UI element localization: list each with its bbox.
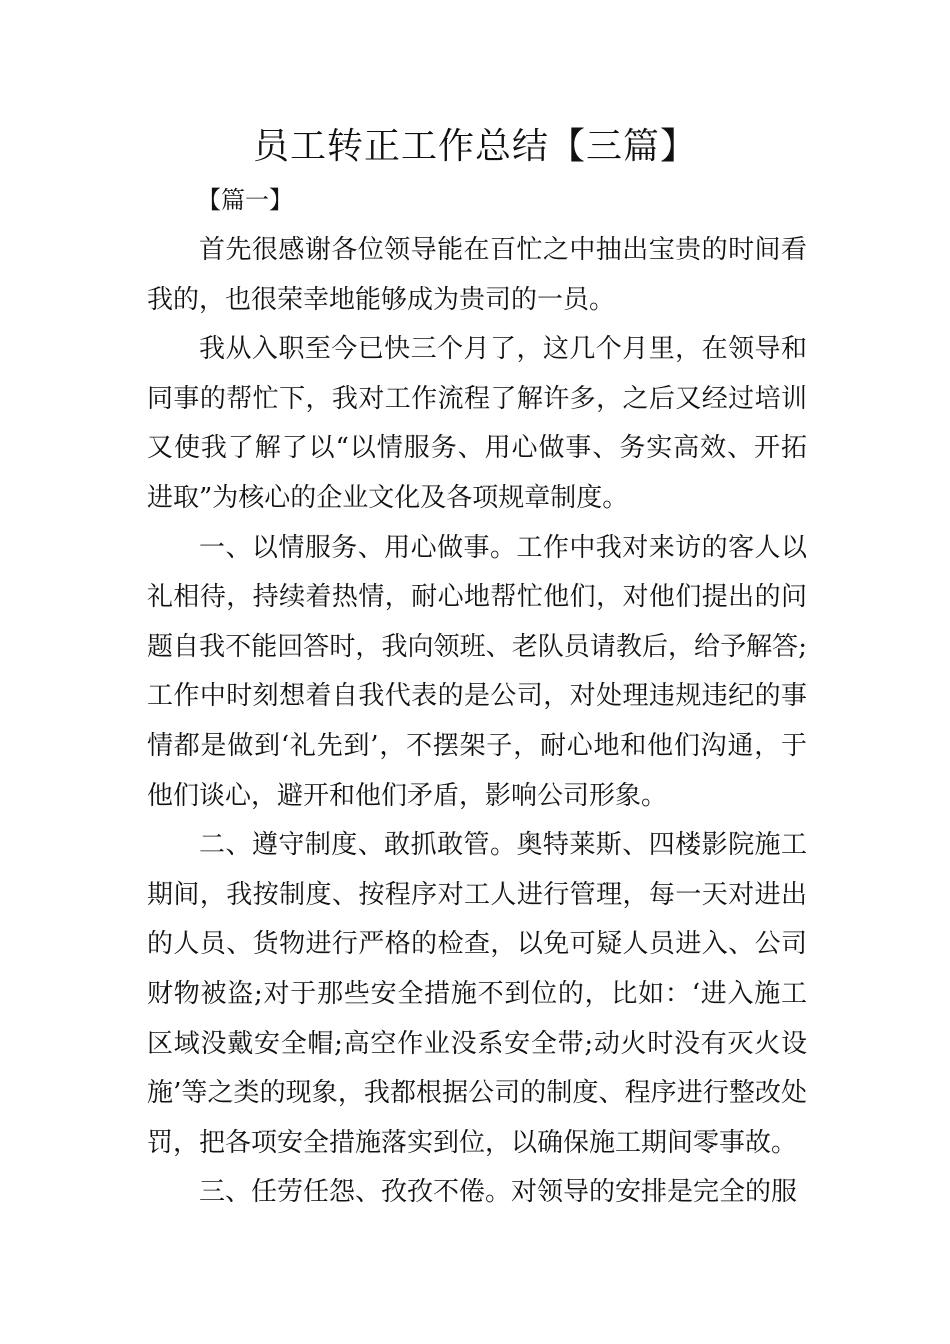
paragraph: 我从入职至今已快三个月了，这几个月里，在领导和同事的帮忙下，我对工作流程了解许多，之后又经过培训又使我了解了以“以情服务、用心做事、务实高效、开拓进取”为核心的企业文化及各项规章制度。	[147, 334, 807, 513]
section-label: 【篇一】	[197, 186, 293, 214]
document-title: 员工转正工作总结【三篇】	[252, 126, 697, 167]
paragraph: 首先很感谢各位领导能在百忙之中抽出宝贵的时间看我的，也很荣幸地能够成为贵司的一员。	[147, 235, 807, 315]
paragraph: 二、遵守制度、敢抓敢管。奥特莱斯、四楼影院施工期间，我按制度、按程序对工人进行管理，每一天对进出的人员、货物进行严格的检查，以免可疑人员进入、公司财物被盗;对于那些安全措施不到位的，比如：‘进入施工区域没戴安全帽;高空作业没系安全带;动火时没有灭火设施’等之类的现象，我都根据公司的制度、程序进行整改处罚，把各项安全措施落实到位，以确保施工期间零事故。	[147, 830, 807, 1158]
paragraph: 三、任劳任怨、孜孜不倦。对领导的安排是完全的服	[199, 1177, 798, 1208]
document-body	[147, 226, 807, 1218]
paragraph: 一、以情服务、用心做事。工作中我对来访的客人以礼相待，持续着热情，耐心地帮忙他们，对他们提出的问题自我不能回答时，我向领班、老队员请教后，给予解答;工作中时刻想着自我代表的是公司，对处理违规违纪的事情都是做到‘礼先到’，不摆架子，耐心地和他们沟通，于他们谈心，避开和他们矛盾，影响公司形象。	[147, 532, 807, 811]
